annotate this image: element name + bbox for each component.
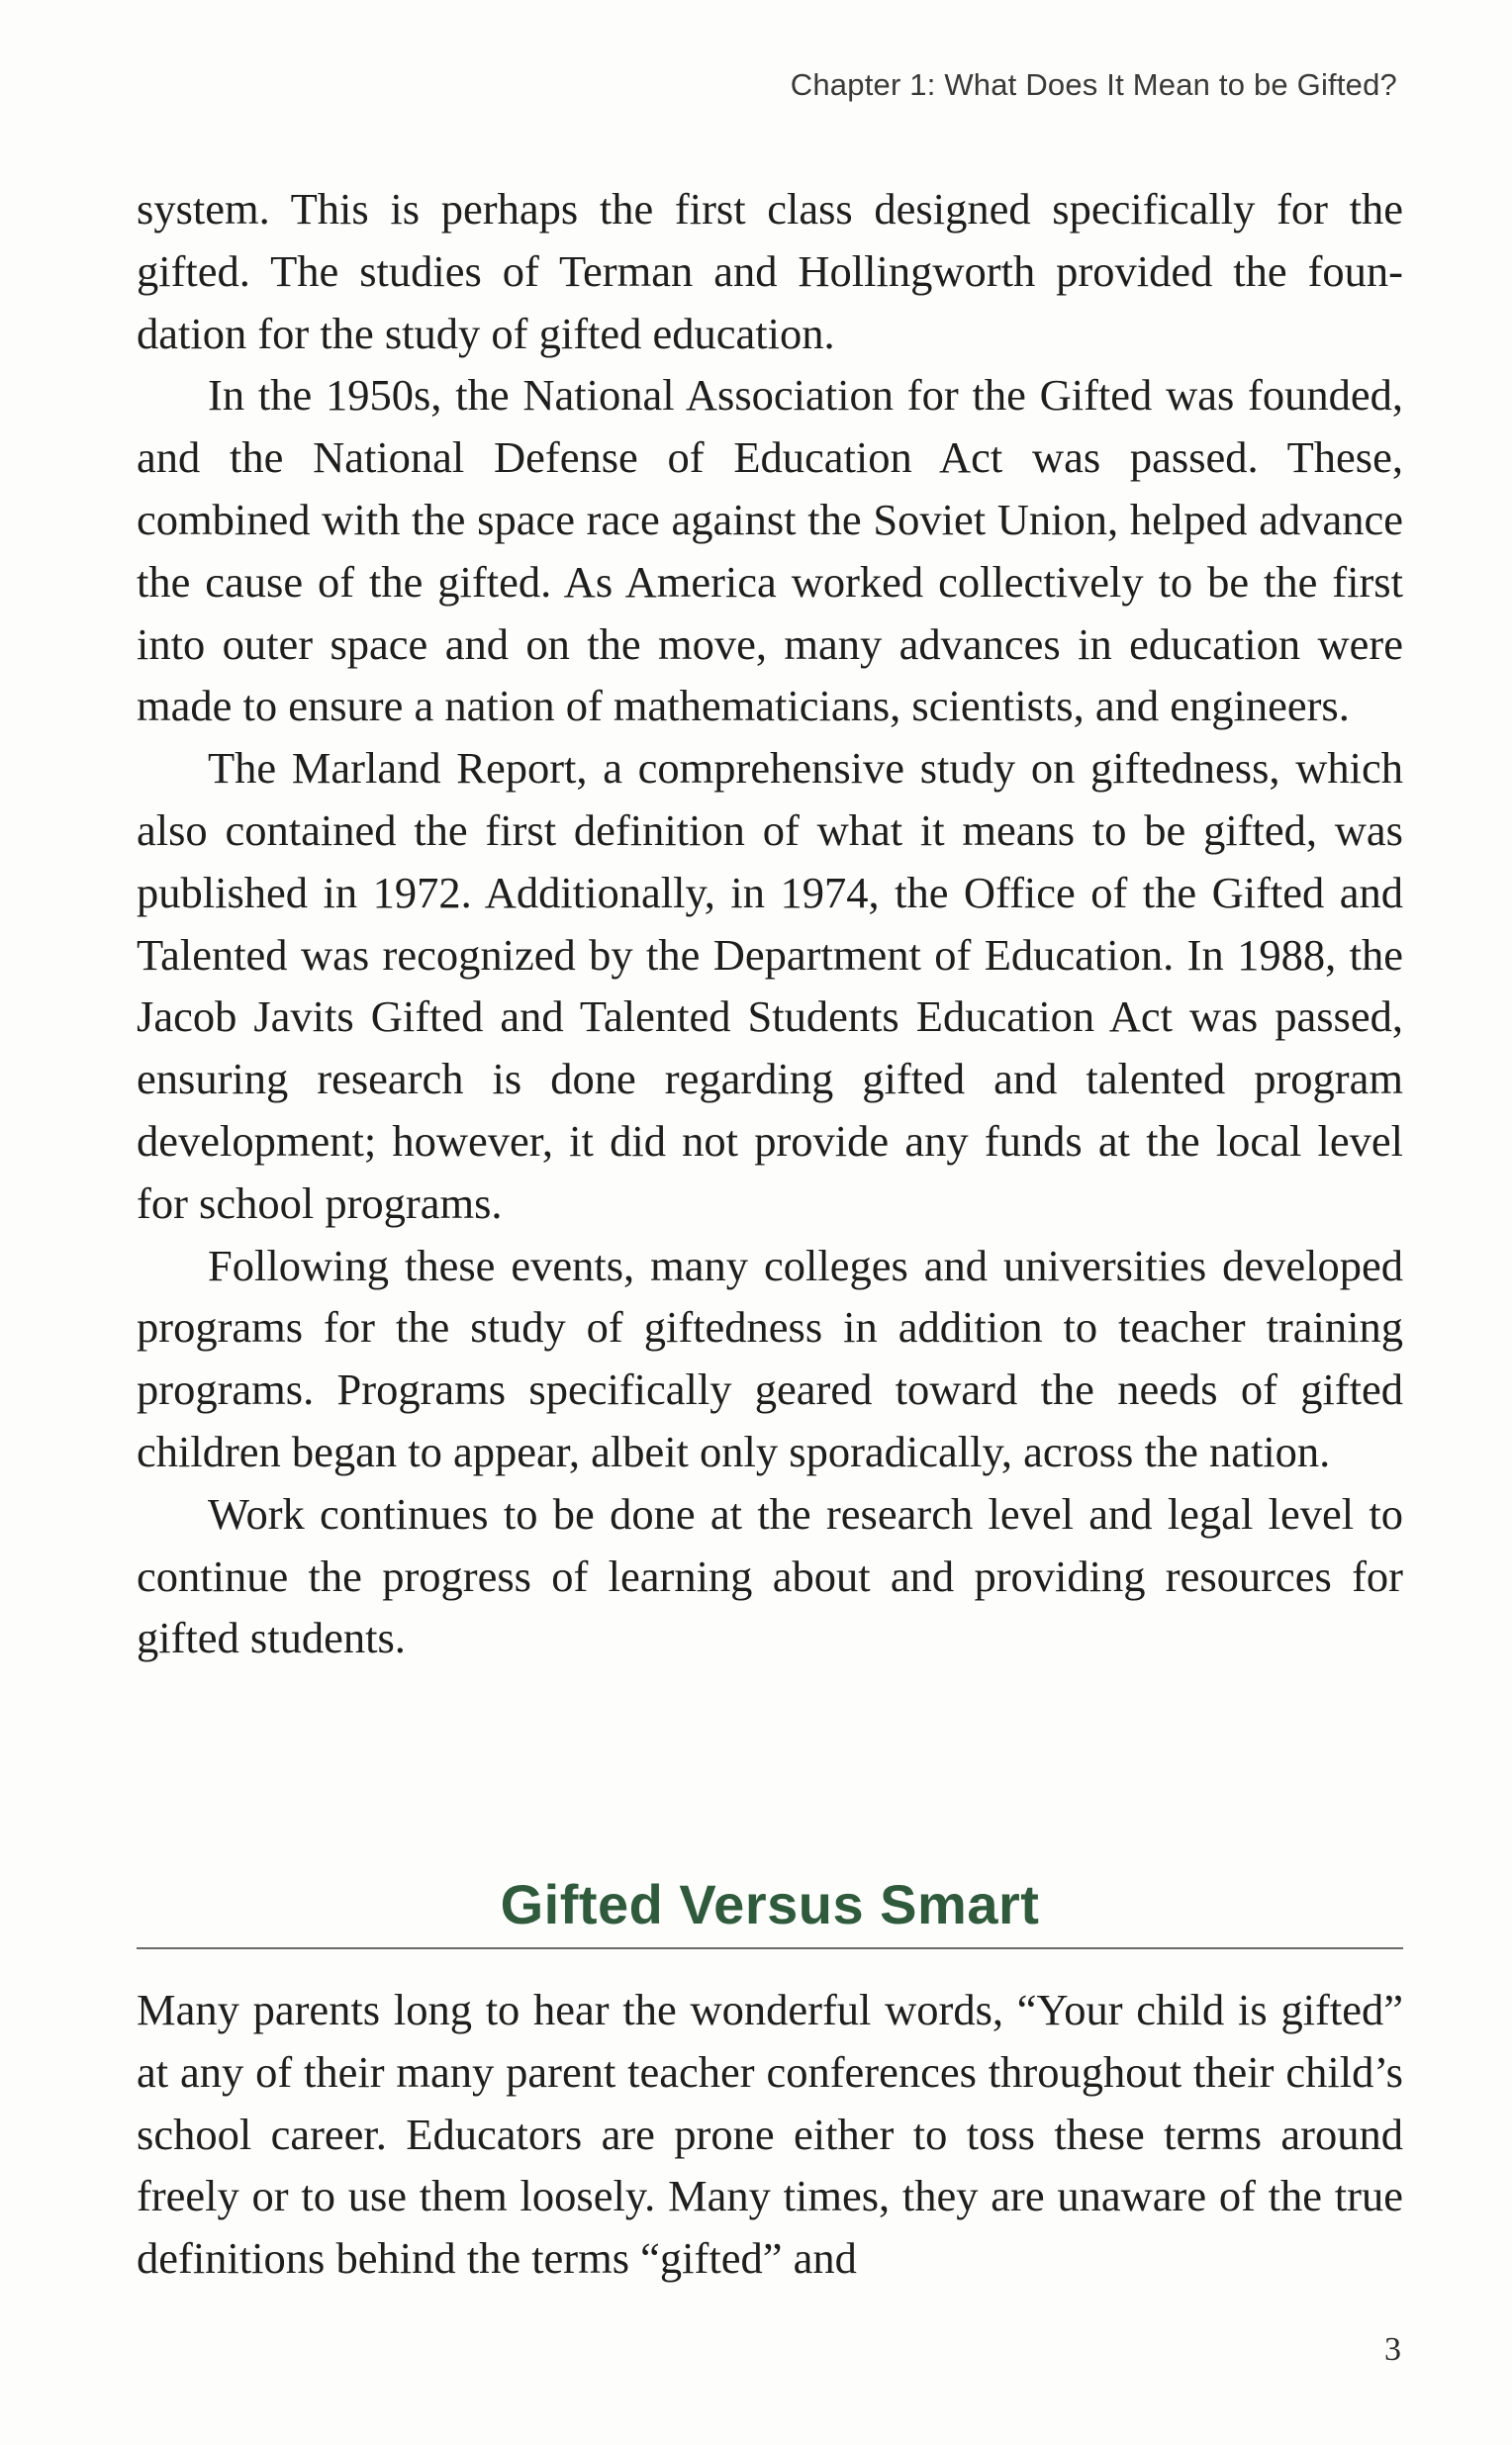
paragraph-work-continues: Work continues to be done at the research level and legal level to continue the progress of learning about and providing resources for gifted students. (137, 1488, 1403, 1663)
page-number: 3 (1384, 2331, 1401, 2368)
running-header: Chapter 1: What Does It Mean to be Gifted? (790, 67, 1397, 102)
body-text (137, 178, 1403, 1669)
paragraph-marland-report: The Marland Report, a comprehensive study on giftedness, which also contained the first definition of what it means to be gifted, was published in 1972. Additionally, in 1974, the Office of the Gifted and Talented was recognized by the Department of Education. In 1988, the Jacob Javits Gifted and Talented Students Education Act was passed, ensuring research is done regarding gifted and talented program development; however, it did not provide any funds at the local level for school programs. (137, 743, 1403, 1228)
section-heading: Gifted Versus Smart (500, 1873, 1040, 1935)
section-text (137, 1979, 1403, 2290)
paragraph-1950s: In the 1950s, the National Association for the Gifted was founded, and the National Defense of Education Act was passed. These, combined with the space race against the Soviet Union, helped advance the cause of the gifted. As America worked collectively to be the first into outer space and on the move, many advances in education were made to ensure a nation of mathematicians, scientists, and engineers. (137, 370, 1403, 731)
section-gifted-versus-smart (137, 1868, 1403, 1949)
paragraph-continued: system. This is perhaps the first class designed specifically for the gifted. The studies of Terman and Hollingworth provided the foundation for the study of gifted education. (137, 184, 1403, 358)
section-divider (137, 1947, 1403, 1949)
paragraph-following-events: Following these events, many colleges and universities developed programs for the study of giftedness in addition to teacher training programs. Programs specifically geared toward the needs of gifted children began to appear, albeit only sporadically, across the nation. (137, 1240, 1403, 1476)
paragraph-many-parents: Many parents long to hear the wonderful words, “Your child is gifted” at any of their many parent teacher conferences throughout their child’s school career. Educators are prone either to toss these terms around freely or to use them loosely. Many times, they are unaware of the true definitions behind the terms “gifted” and (137, 1985, 1403, 2284)
